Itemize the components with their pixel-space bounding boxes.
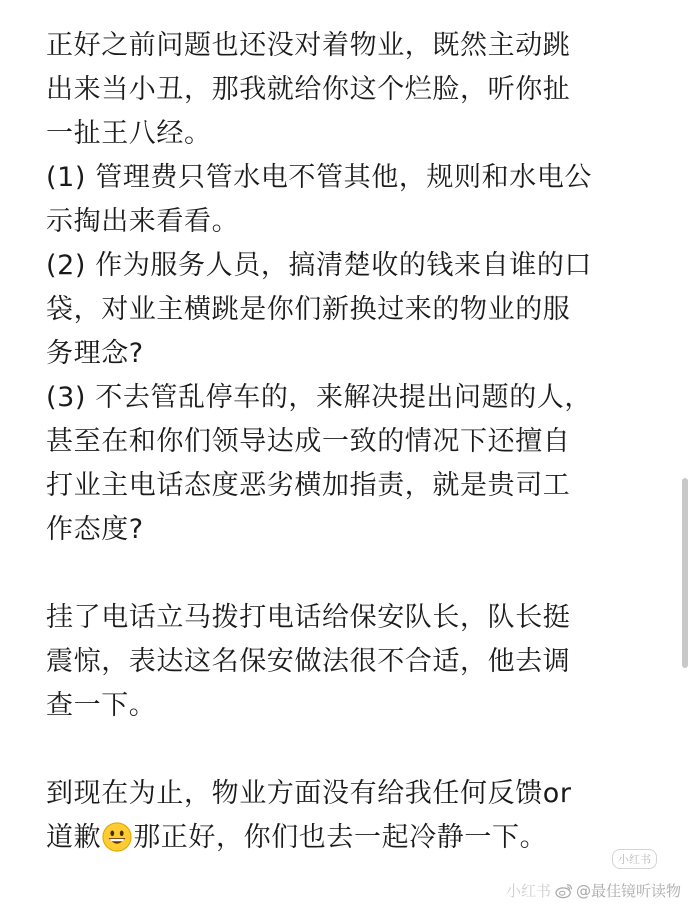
scrollbar-thumb[interactable] (682, 478, 688, 668)
post-text-line: 查一下。 (46, 690, 157, 721)
grinning-face-emoji-icon (102, 822, 132, 852)
post-text-line: 务理念? (46, 338, 144, 369)
post-text-line: 一扯王八经。 (46, 118, 212, 149)
post-text-line: (2) 作为服务人员，搞清楚收的钱来自谁的口 (46, 250, 593, 281)
post-text-line: (1) 管理费只管水电不管其他，规则和水电公 (46, 162, 593, 193)
post-text-line: 示掏出来看看。 (46, 206, 240, 237)
post-text-line: 甚至在和你们领导达成一致的情况下还擅自 (46, 426, 571, 457)
post-text-line: 震惊，表达这名保安做法很不合适，他去调 (46, 646, 571, 677)
paragraph-gap (46, 728, 646, 772)
post-text-fragment: 那正好，你们也去一起冷静一下。 (133, 822, 548, 853)
post-text-line: 正好之前问题也还没对着物业，既然主动跳 (46, 30, 571, 61)
post-text-line: 挂了电话立马拨打电话给保安队长，队长挺 (46, 602, 571, 633)
post-text-line-last (46, 816, 646, 860)
weibo-icon (555, 883, 573, 899)
post-text-line: 袋，对业主横跳是你们新换过来的物业的服 (46, 294, 571, 325)
post-text-fragment: 道歉 (46, 822, 102, 853)
watermark (506, 880, 681, 901)
xiaohongshu-watermark-badge: 小红书 (612, 849, 657, 869)
paragraph-gap (46, 552, 646, 596)
post-text-line: 出来当小丑，那我就给你这个烂脸，听你扯 (46, 74, 571, 105)
watermark-left-text: 小红书 (506, 882, 552, 900)
post-text-line: (3) 不去管乱停车的，来解决提出问题的人， (46, 382, 593, 413)
post-text-line: 作态度? (46, 514, 144, 545)
watermark-account-name: @最佳镜听读物 (576, 882, 682, 900)
post-text-line: 到现在为止，物业方面没有给我任何反馈or (46, 778, 572, 809)
post-body (46, 24, 646, 860)
post-text-line: 打业主电话态度恶劣横加指责，就是贵司工 (46, 470, 571, 501)
